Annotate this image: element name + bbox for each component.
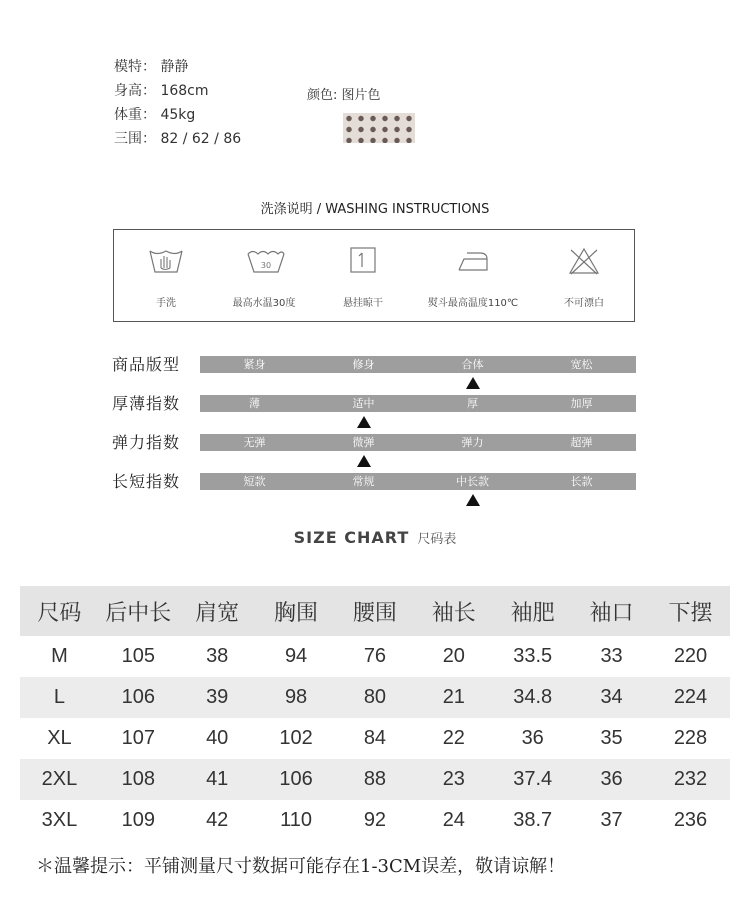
index-option: 超弹 xyxy=(570,436,593,449)
table-cell: 224 xyxy=(651,677,730,718)
table-cell: 33 xyxy=(600,645,623,667)
table-cell: 36 xyxy=(521,727,544,749)
index-bar-fit xyxy=(200,356,636,373)
model-height-row xyxy=(114,79,241,103)
size-chart-title xyxy=(0,528,750,547)
table-row xyxy=(20,636,730,677)
table-cell: 20 xyxy=(442,645,465,667)
table-cell: 106 xyxy=(257,759,336,800)
wash-item-hang-dry xyxy=(311,230,415,323)
model-measurements-row xyxy=(114,127,241,151)
table-cell: 35 xyxy=(600,727,623,749)
index-option: 修身 xyxy=(352,358,375,371)
index-option: 加厚 xyxy=(570,397,593,410)
table-cell: 110 xyxy=(280,809,312,831)
table-cell: 34.8 xyxy=(493,677,572,718)
wash-temp-text: 30 xyxy=(260,261,272,270)
table-cell: 232 xyxy=(651,759,730,800)
table-row xyxy=(20,718,730,759)
selected-marker-icon xyxy=(357,455,371,467)
iron-icon xyxy=(455,246,491,276)
table-cell: 34 xyxy=(572,677,651,718)
size-table-header: 袖肥 xyxy=(493,586,572,636)
model-name-value: 静静 xyxy=(160,59,189,75)
size-table-header: 腰围 xyxy=(336,586,415,636)
table-row xyxy=(20,800,730,841)
wash-item-wash-30 xyxy=(212,230,316,323)
index-option: 弹力 xyxy=(461,436,484,449)
table-cell: 33.5 xyxy=(513,645,553,667)
table-cell: 37 xyxy=(600,809,623,831)
table-cell: 22 xyxy=(442,727,465,749)
index-option: 中长款 xyxy=(456,475,489,488)
table-cell: 80 xyxy=(336,677,415,718)
index-option: 紧身 xyxy=(243,358,266,371)
table-cell: 40 xyxy=(206,727,229,749)
index-label-elasticity: 弹力指数 xyxy=(112,433,181,452)
table-cell: 38 xyxy=(206,645,229,667)
table-cell: 105 xyxy=(121,645,155,667)
index-row-thickness xyxy=(112,394,642,414)
color-label: 颜色: 图片色 xyxy=(307,88,381,103)
selected-marker-icon xyxy=(466,494,480,506)
table-cell: 24 xyxy=(442,809,465,831)
color-swatch xyxy=(343,113,415,143)
table-cell: 3XL xyxy=(41,809,78,831)
index-option: 合体 xyxy=(461,358,484,371)
wash-label-iron: 熨斗最高温度110℃ xyxy=(427,298,519,309)
model-measurements-label: 三围： xyxy=(114,131,156,147)
selected-marker-icon xyxy=(466,377,480,389)
table-cell: 23 xyxy=(414,759,493,800)
size-table-header: 尺码 xyxy=(20,586,99,636)
model-weight-label: 体重： xyxy=(114,107,156,123)
index-option: 短款 xyxy=(243,475,266,488)
no-bleach-icon xyxy=(566,246,602,276)
table-cell: 76 xyxy=(363,645,387,667)
table-cell: 109 xyxy=(121,809,155,831)
wash-30-icon xyxy=(246,246,286,276)
index-row-fit xyxy=(112,355,642,375)
index-option: 微弹 xyxy=(352,436,375,449)
index-bar-elasticity xyxy=(200,434,636,451)
size-table-header: 后中长 xyxy=(99,586,178,636)
index-option: 厚 xyxy=(467,397,478,410)
hang-dry-icon xyxy=(345,246,381,276)
size-table-header: 袖口 xyxy=(572,586,651,636)
table-cell: 108 xyxy=(99,759,178,800)
table-cell: 236 xyxy=(673,809,708,831)
index-option: 薄 xyxy=(249,397,260,410)
index-option: 无弹 xyxy=(243,436,266,449)
model-height-value: 168cm xyxy=(160,83,209,99)
index-label-length: 长短指数 xyxy=(112,472,181,491)
index-row-elasticity xyxy=(112,433,642,453)
table-row xyxy=(20,677,730,718)
table-cell: 106 xyxy=(99,677,178,718)
model-measurements-value: 82 / 62 / 86 xyxy=(160,131,242,147)
table-cell: 228 xyxy=(673,727,708,749)
table-cell: 39 xyxy=(178,677,257,718)
table-cell: 94 xyxy=(284,645,308,667)
table-cell: 98 xyxy=(257,677,336,718)
model-name-row xyxy=(114,55,241,79)
table-cell: 84 xyxy=(363,727,387,749)
index-row-length xyxy=(112,472,642,492)
size-table xyxy=(20,586,730,841)
table-cell: 42 xyxy=(206,809,229,831)
table-cell: 37.4 xyxy=(493,759,572,800)
table-cell: 2XL xyxy=(20,759,99,800)
model-weight-value: 45kg xyxy=(160,107,196,123)
index-option: 常规 xyxy=(352,475,375,488)
size-table-header: 下摆 xyxy=(651,586,730,636)
table-cell: 102 xyxy=(279,727,313,749)
table-cell: 88 xyxy=(336,759,415,800)
size-table-header: 肩宽 xyxy=(178,586,257,636)
size-table-header: 袖长 xyxy=(414,586,493,636)
model-height-label: 身高： xyxy=(114,83,156,99)
index-option: 宽松 xyxy=(570,358,593,371)
table-cell: 38.7 xyxy=(513,809,553,831)
table-cell: 21 xyxy=(414,677,493,718)
index-option: 适中 xyxy=(352,397,375,410)
wash-label-hang-dry: 悬挂晾干 xyxy=(343,298,383,309)
wash-item-hand-wash xyxy=(114,230,218,323)
wash-item-iron xyxy=(421,230,525,323)
wash-label-wash-30: 最高水温30度 xyxy=(232,298,296,309)
index-label-thickness: 厚薄指数 xyxy=(112,394,181,413)
index-bar-thickness xyxy=(200,395,636,412)
wash-label-hand-wash: 手洗 xyxy=(156,298,176,309)
washing-title: 洗涤说明 / WASHING INSTRUCTIONS xyxy=(260,202,490,217)
index-bar-length xyxy=(200,473,636,490)
table-row xyxy=(20,759,730,800)
size-chart-title-cn: 尺码表 xyxy=(417,532,457,547)
washing-panel xyxy=(113,229,635,322)
size-chart-title-en: SIZE CHART xyxy=(293,528,410,547)
hand-wash-icon xyxy=(148,246,184,276)
selected-marker-icon xyxy=(357,416,371,428)
table-cell: 36 xyxy=(572,759,651,800)
model-weight-row xyxy=(114,103,241,127)
table-cell: 107 xyxy=(121,727,155,749)
index-label-fit: 商品版型 xyxy=(112,355,181,374)
table-cell: L xyxy=(20,677,99,718)
table-cell: XL xyxy=(47,727,72,749)
wash-label-no-bleach: 不可漂白 xyxy=(564,298,604,309)
model-info xyxy=(114,55,241,151)
wash-item-no-bleach xyxy=(532,230,636,323)
index-option: 长款 xyxy=(570,475,593,488)
model-name-label: 模特： xyxy=(114,59,156,75)
table-cell: 92 xyxy=(363,809,387,831)
size-table-header: 胸围 xyxy=(257,586,336,636)
size-table-header-row xyxy=(20,586,730,636)
table-cell: 41 xyxy=(178,759,257,800)
table-cell: M xyxy=(51,645,68,667)
measurement-note: ＊温馨提示：平铺测量尺寸数据可能存在1-3CM误差，敬请谅解！ xyxy=(36,856,566,877)
table-cell: 220 xyxy=(673,645,708,667)
